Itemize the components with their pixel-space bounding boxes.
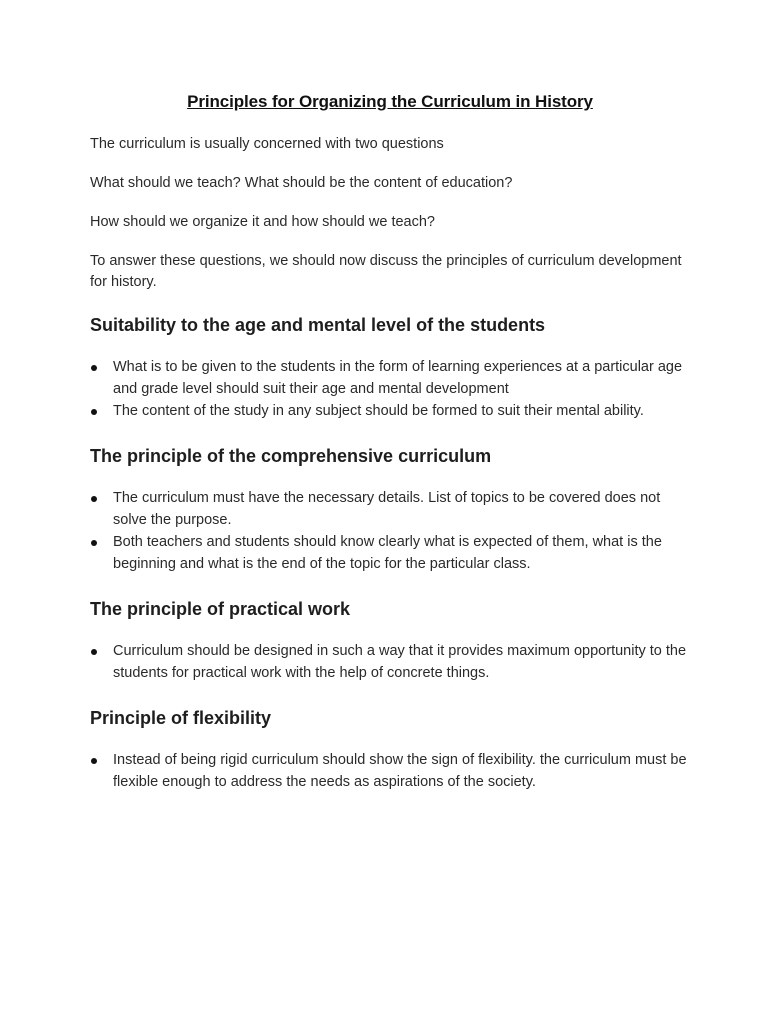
section-heading-comprehensive: The principle of the comprehensive curriculum: [90, 446, 492, 466]
intro-paragraph-3: How should we organize it and how should we teach?: [90, 214, 435, 230]
list-item-text: Instead of being rigid curriculum should show the sign of flexibility. the curriculum must be flexible enough to address the needs as aspirations of the society.: [113, 752, 687, 790]
intro-paragraph-1: The curriculum is usually concerned with two questions: [90, 136, 444, 152]
intro-paragraph-2: What should we teach? What should be the content of education?: [90, 175, 513, 191]
list-item-text: The content of the study in any subject should be formed to suit their mental ability.: [113, 403, 644, 419]
bullet-icon: [91, 649, 97, 655]
list-item: [90, 640, 690, 684]
document-title: Principles for Organizing the Curriculum in History: [187, 92, 593, 111]
bullet-list-practical-work: [90, 640, 690, 684]
intro-paragraph-4: To answer these questions, we should now discuss the principles of curriculum development for history.: [90, 253, 682, 290]
list-item-text: Curriculum should be designed in such a way that it provides maximum opportunity to the students for practical work with the help of concrete things.: [113, 643, 687, 681]
list-item-text: Both teachers and students should know clearly what is expected of them, what is the beginning and what is the end of the topic for the particular class.: [113, 534, 662, 572]
bullet-icon: [91, 365, 97, 371]
section-heading-practical-work: The principle of practical work: [90, 599, 351, 619]
list-item: [90, 531, 690, 575]
bullet-list-suitability: [90, 356, 690, 422]
bullet-icon: [91, 540, 97, 546]
list-item-text: What is to be given to the students in the form of learning experiences at a particular age and grade level should suit their age and mental development: [113, 359, 683, 397]
bullet-icon: [91, 758, 97, 764]
section-heading-suitability: Suitability to the age and mental level of the students: [90, 315, 546, 335]
bullet-list-flexibility: [90, 749, 690, 793]
list-item: [90, 487, 690, 531]
list-item: [90, 400, 690, 422]
bullet-list-comprehensive: [90, 487, 690, 575]
document-page: [90, 92, 690, 793]
list-item: [90, 356, 690, 400]
list-item-text: The curriculum must have the necessary details. List of topics to be covered does not solve the purpose.: [113, 490, 661, 528]
bullet-icon: [91, 496, 97, 502]
list-item: [90, 749, 690, 793]
section-heading-flexibility: Principle of flexibility: [90, 708, 272, 728]
bullet-icon: [91, 409, 97, 415]
